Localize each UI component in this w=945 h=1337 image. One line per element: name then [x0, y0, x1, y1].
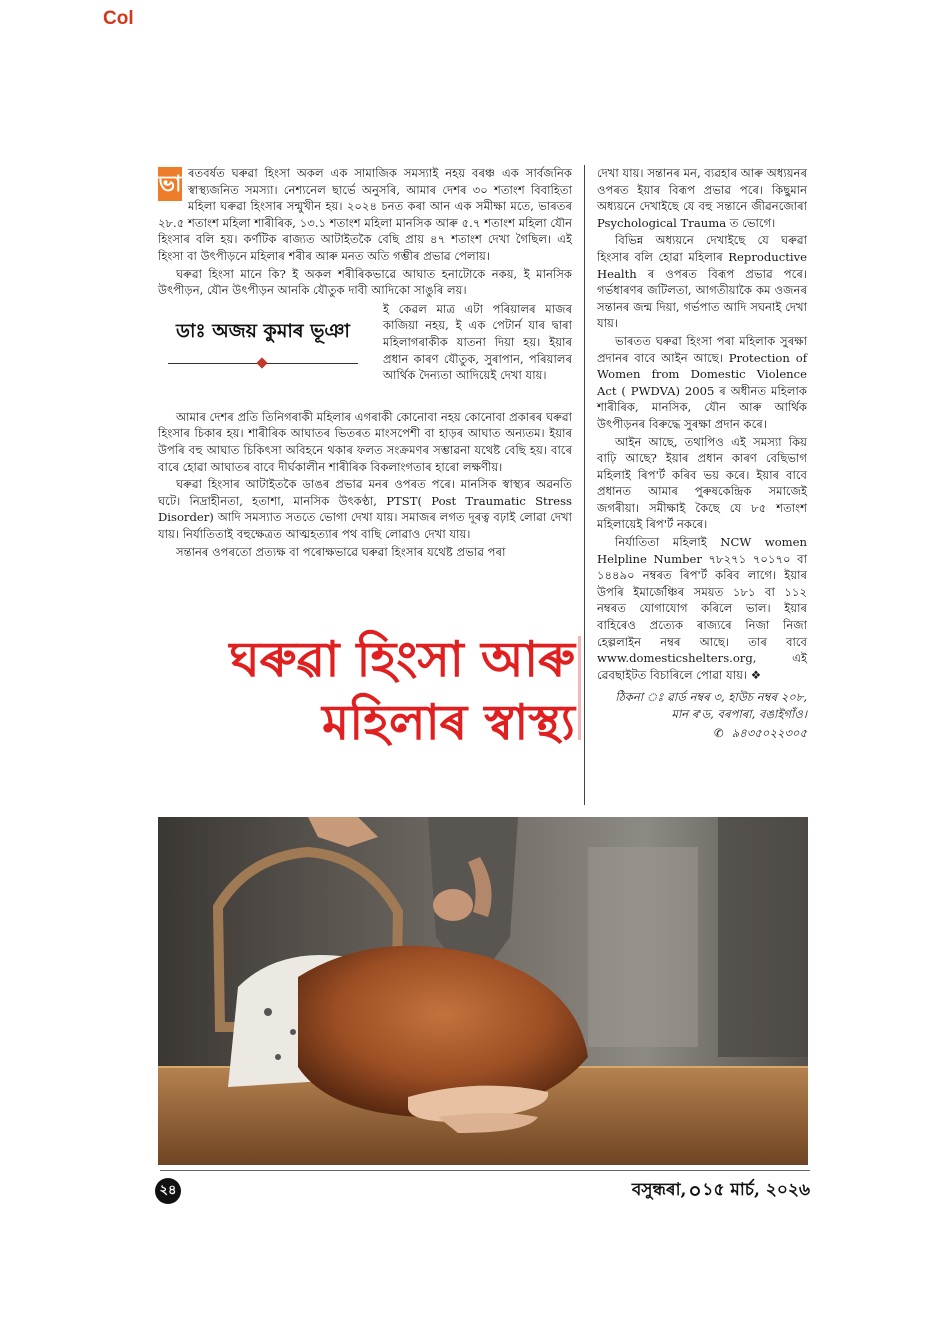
address-line-1: ঠিকনা ঃ ৱাৰ্ড নম্বৰ ৩, হাউচ নম্বৰ ২০৮, [615, 690, 807, 705]
page-number: ২৪ [155, 1178, 181, 1204]
paragraph-law: ভাৰতত ঘৰুৱা হিংসা পৰা মহিলাক সুৰক্ষা প্ৰদানৰ বাবে আইন আছে। Protection of Women from Domestic Violence Act ( PWDVA) 2005 ৰ অধীনত মহিলাক শাৰীৰিক, মানসিক, যৌন আৰু আৰ্থিক উৎপীড়নৰ বিৰুদ্ধে সুৰক্ষা প্ৰদান কৰে। [597, 333, 807, 431]
issue-date: ১৫ মাৰ্চ, ২০২৬ [702, 1180, 810, 1200]
byline [158, 309, 368, 399]
paragraph-helpline: নিৰ্যাতিতা মহিলাই NCW women Helpline Number ৭৮২৭১ ৭০১৭০ বা ১৪৪৯০ নম্বৰত ৰিপ'ৰ্ট কৰিব লাগে। ইয়াৰ উপৰি ইমাৰ্জেঞ্চিৰ সময়ত ১৮১ বা ১১২ নম্বৰত যোগাযোগ কৰিলে ভাল। ইয়াৰ বাহিৰেও প্ৰত্যেক ৰাজ্যৰে নিজা নিজা হেল্পলাইন নম্বৰ আছে। তাৰ বাবে www.domesticshelters.org, এই ৱেবছাইটত বিচাৰিলে পোৱা যায়। ❖ [597, 535, 807, 682]
author-name: ডাঃ অজয় কুমাৰ ভূঞা [176, 319, 350, 342]
issue-line [560, 1177, 810, 1205]
author-address [597, 689, 807, 722]
dropcap: ভা [158, 167, 182, 201]
paragraph-children: সন্তানৰ ওপৰতো প্ৰত্যক্ষ বা পৰোক্ষভাৱে ঘৰুৱা হিংসাৰ যথেষ্ট প্ৰভাৱ পৰা [176, 544, 506, 559]
paragraph-intro: ৰতবৰ্ষত ঘৰুৱা হিংসা অকল এক সামাজিক সমস্যাই নহয় বৰঞ্চ এক সাৰ্বজনিক স্বাস্থ্যজনিত সমস্যা। নেশ্যনেল ছাৰ্ভে অনুসৰি, আমাৰ দেশৰ ৩০ শতাংশ বিবাহিতা মহিলা ঘৰুৱা হিংসাৰ সন্মুখীন হয়। ২০২৪ চনত কৰা আন এক সমীক্ষা মতে, ভাৰতৰ ২৮.৫ শতাংশ মহিলা শাৰীৰিক, ১৩.১ শতাংশ মহিলা মানসিক আৰু ৫.৭ শতাংশ মহিলা যৌন হিংসাৰ বলি হয়। কৰ্ণটিক ৰাজ্যত আটাইতকৈ বেছি প্ৰায় ৪৭ শতাংশ দেখা গৈছিল। এই হিংসা বা উৎপীড়নে মহিলাৰ শৰীৰ আৰু মনত অতি গম্ভীৰ প্ৰভাৱ পেলায়। [158, 166, 572, 263]
distressed-woman-illustration-icon [158, 817, 808, 1165]
article-column-right [597, 165, 807, 741]
paragraph-physical: আমাৰ দেশৰ প্ৰতি তিনিগৰাকী মহিলাৰ এগৰাকী কোনোবা নহয় কোনোবা প্ৰকাৰৰ ঘৰুৱা হিংসাৰ চিকাৰ হয়। শাৰীৰিক আঘাতৰ ভিতৰত মাংসপেশী বা হাড়ৰ আঘাত অন্যতম। ইয়াৰ উপৰি বহু আঘাত চিকিৎসা অবিহনে থকাৰ ফলত সংক্ৰমণৰ সম্ভাৱনা যথেষ্ট বেছি হয়। বাৰে বাৰে হোৱা আঘাতৰ বাবে দীৰ্ঘকালীন শাৰীৰিক বিকলাংগতাৰ হাৰো লক্ষণীয়। [158, 409, 572, 474]
headline-line-2: মহিলাৰ স্বাস্থ্য [321, 693, 575, 751]
article-photo [158, 817, 808, 1165]
paragraph-pattern-text: ই কেৱল মাত্ৰ এটা পৰিয়ালৰ মাজৰ কাজিয়া নহয়, ই এক পেটাৰ্ন যাৰ দ্বাৰা মহিলাগৰাকীক যাতনা দিয়া হয়। ইয়াৰ প্ৰধান কাৰণ যৌতুক, সুৰাপান, পৰিয়ালৰ আৰ্থিক দৈন্যতা আদিয়েই দেখা যায়। [383, 301, 572, 383]
corner-label: Col [103, 8, 134, 29]
paragraph-reproductive: বিভিন্ন অধ্যয়নে দেখাইছে যে ঘৰুৱা হিংসাৰ বলি হোৱা মহিলাৰ Reproductive Health ৰ ওপৰত বিৰূপ প্ৰভাৱ পৰে। গৰ্ভধাৰণৰ জটিলতা, আগতীয়াকৈ কম ওজনৰ সন্তানৰ জন্ম দিয়া, গৰ্ভপাত আদি সঘনাই দেখা যায়। [597, 233, 807, 331]
article-column-left [158, 165, 572, 561]
paragraph-continued: দেখা যায়। সন্তানৰ মন, ব্যৱহাৰ আৰু অধ্যয়নৰ ওপৰত ইয়াৰ বিৰূপ প্ৰভাৱ পৰে। কিছুমান অধ্যয়নে দেখাইছে যে বহু সন্তানে জীৱনজোৰা Psychological Trauma ত ভোগে। [597, 166, 807, 230]
paragraph-reporting: আইন আছে, তথাপিও এই সমস্যা কিয় বাঢ়ি আছে? ইয়াৰ প্ৰধান কাৰণ বেছিভাগ মহিলাই ৰিপ'ৰ্ট কৰিব ভয় কৰে। ইয়াৰ বাবে প্ৰধানত আমাৰ পুৰুষকেন্দ্ৰিক সমাজেই জগৰীয়া। সমীক্ষাই কৈছে যে ৮৫ শতাংশ মহিলায়েই ৰিপ'ৰ্ট নকৰে। [597, 434, 807, 532]
paragraph-mental: ঘৰুৱা হিংসাৰ আটাইতকৈ ডাঙৰ প্ৰভাৱ মনৰ ওপৰত পৰে। মানসিক স্বাস্থ্যৰ অৱনতি ঘটে। নিদ্ৰাহীনতা, হতাশা, মানসিক উৎকণ্ঠা, PTST( Post Traumatic Stress Disorder) আদি সমস্যাত সততে ভোগা দেখা যায়। সমাজৰ লগত দূৰত্ব বঢ়াই লোৱা দেখা যায়। নিৰ্যাতিতাই বহুক্ষেত্ৰত আত্মহত্যাৰ পথ বাছি লোৱাও দেখা যায়। [158, 477, 572, 541]
phone-icon: ✆ [713, 725, 724, 740]
byline-section [158, 301, 572, 409]
diamond-ornament-icon [256, 357, 267, 368]
article-headline [175, 628, 575, 754]
headline-accent-bar [578, 636, 581, 740]
address-line-2: মান ৰ'ড, বৰপাৰা, বঙাইগাঁও। [671, 707, 807, 721]
magazine-name: বসুন্ধৰা, [631, 1180, 687, 1200]
circle-bullet-icon [690, 1186, 700, 1196]
paragraph-definition: ঘৰুৱা হিংসা মানে কি? ই অকল শৰীৰিকভাৱে আঘাত হনাটোকে নকয়, ই মানসিক উৎপীড়ন, যৌন উৎপীড়ন আনকি যৌতুক দাবী আদিকো সাঙুৰি লয়। [158, 266, 572, 298]
footer-divider [160, 1170, 810, 1171]
author-phone [597, 725, 807, 742]
column-divider [584, 165, 585, 805]
paragraph-pattern [383, 301, 572, 384]
headline-line-1: ঘৰুৱা হিংসা আৰু [229, 630, 575, 688]
phone-number: ৯৪৩৫০২২৩০৫ [731, 725, 807, 740]
